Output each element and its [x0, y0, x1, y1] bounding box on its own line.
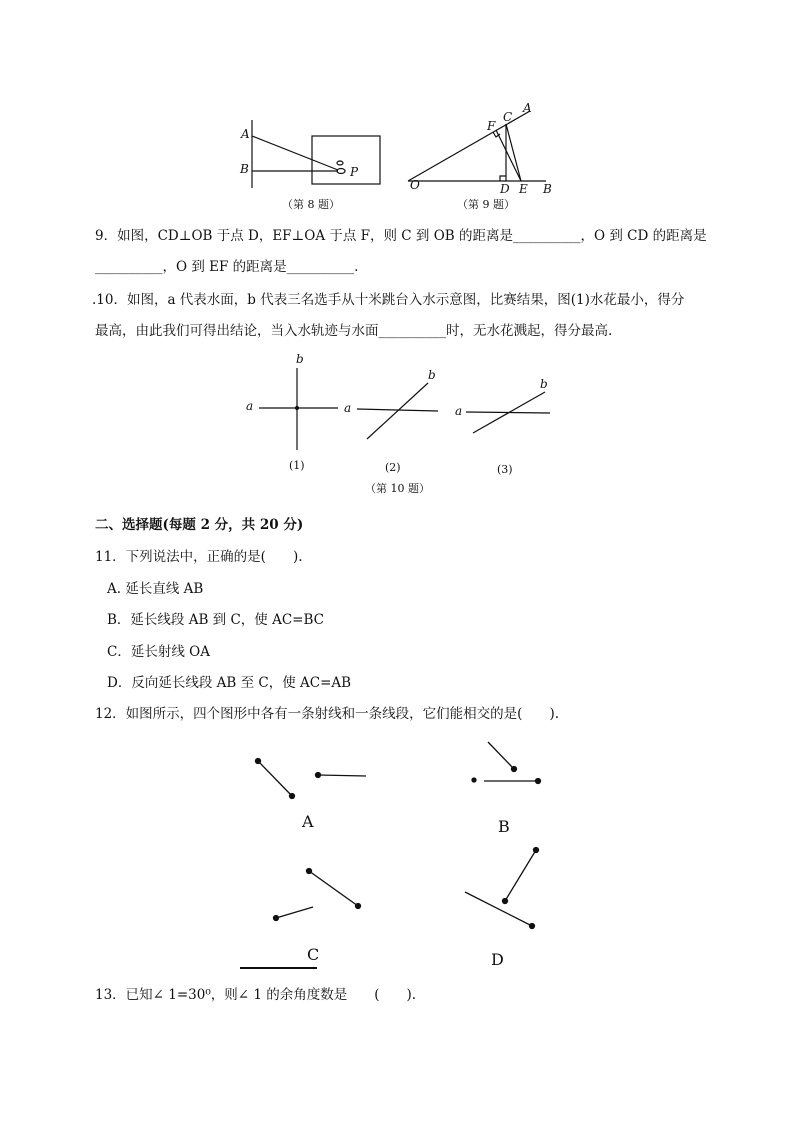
q10-line1: .10．如图，a 代表水面，b 代表三名选手从十米跳台入水示意图，比赛结果，图(1)水花最小，得分: [92, 292, 685, 308]
fig10-sub-1: (1): [289, 459, 305, 472]
q9-line1: 9．如图，CD⊥OB 于点 D，EF⊥OA 于点 F，则 C 到 OB 的距离是__________，O 到 CD 的距离是: [95, 228, 707, 244]
fig9-label-A: A: [523, 101, 532, 115]
q11-option-B: B．延长线段 AB 到 C，使 AC=BC: [107, 612, 324, 628]
q11-option-A: A. 延长直线 AB: [107, 581, 204, 597]
fig8-label-P: P: [350, 165, 359, 179]
fig9-label-O: O: [410, 178, 420, 192]
section-2-title: 二、选择题(每题 2 分，共 20 分): [95, 517, 304, 533]
q12-label-A: A: [302, 812, 314, 831]
figure-8-diagram: [252, 120, 380, 188]
q11-stem: 11．下列说法中，正确的是( ).: [95, 549, 303, 565]
figure-10-diagram: [259, 368, 550, 450]
fig9-label-C: C: [503, 110, 513, 124]
fig9-label-D: D: [500, 182, 510, 196]
q9-line2: __________，O 到 EF 的距离是__________.: [95, 259, 359, 275]
fig10-1-label-b: b: [296, 352, 304, 366]
fig10-3-label-a: a: [455, 404, 463, 418]
fig10-1-label-a: a: [246, 399, 254, 413]
q11-option-C: C．延长射线 OA: [107, 644, 210, 660]
fig10-sub-2: (2): [385, 461, 401, 474]
fig10-2-label-b: b: [428, 368, 436, 382]
fig9-label-F: F: [487, 119, 496, 133]
figure-9-diagram: [408, 111, 546, 181]
fig9-label-B: B: [543, 182, 552, 196]
fig9-caption: （第 9 题）: [457, 198, 515, 211]
fig10-2-label-a: a: [344, 401, 352, 415]
fig10-sub-3: (3): [497, 463, 513, 476]
q12-label-D: D: [491, 950, 504, 969]
fig8-label-A: A: [241, 127, 250, 141]
fig10-3-label-b: b: [540, 377, 548, 391]
q12-label-C: C: [307, 945, 320, 964]
q11-option-D: D．反向延长线段 AB 至 C，使 AC=AB: [107, 675, 352, 691]
q12-label-B: B: [498, 817, 510, 836]
fig10-caption: （第 10 题）: [365, 482, 430, 495]
fig8-label-B: B: [240, 162, 249, 176]
fig9-label-E: E: [519, 182, 528, 196]
fig8-caption: （第 8 题）: [282, 198, 340, 211]
q10-line2: 最高，由此我们可得出结论，当入水轨迹与水面__________时，无水花溅起，得分最高.: [95, 323, 613, 339]
q12-stem: 12．如图所示，四个图形中各有一条射线和一条线段，它们能相交的是( ).: [95, 706, 560, 722]
q13-stem: 13．已知∠ 1=30⁰，则∠ 1 的余角度数是 ( ).: [95, 987, 417, 1003]
figure-12-diagram: [240, 742, 541, 968]
